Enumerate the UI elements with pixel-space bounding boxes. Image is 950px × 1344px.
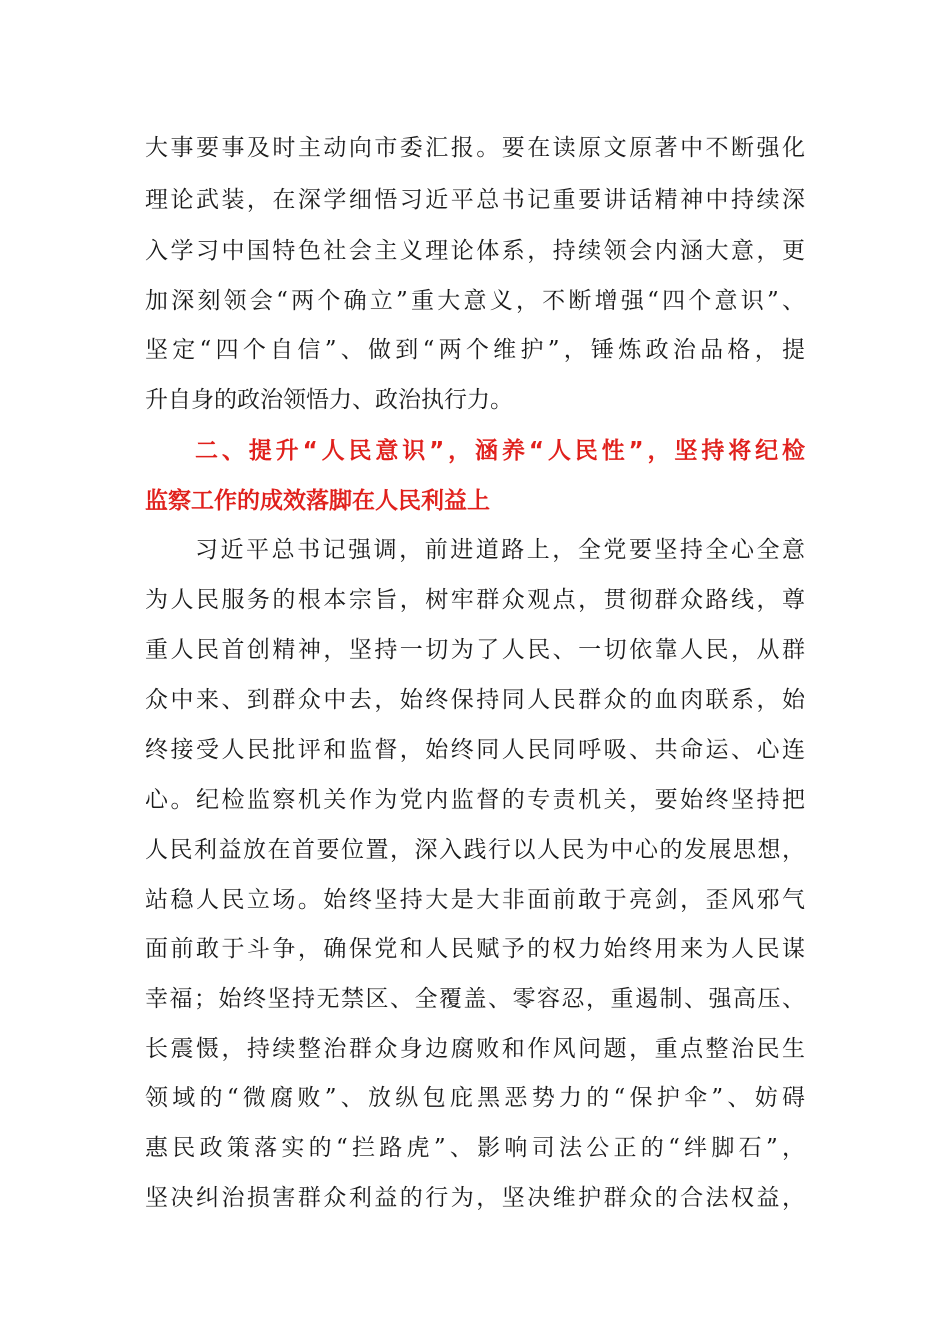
body-line: 坚决纠治损害群众利益的行为，坚决维护群众的合法权益， <box>145 1185 805 1211</box>
body-line: 重人民首创精神，坚持一切为了人民、一切依靠人民，从群 <box>145 637 805 663</box>
body-line: 众中来、到群众中去，始终保持同人民群众的血肉联系，始 <box>145 687 805 713</box>
body-line: 惠民政策落实的“拦路虎”、影响司法公正的“绊脚石”， <box>145 1135 805 1161</box>
body-line: 幸福；始终坚持无禁区、全覆盖、零容忍，重遏制、强高压、 <box>145 986 805 1012</box>
body-line: 升自身的政治领悟力、政治执行力。 <box>145 387 513 413</box>
body-line: 大事要事及时主动向市委汇报。要在读原文原著中不断强化 <box>145 135 805 161</box>
body-line: 坚定“四个自信”、做到“两个维护”，锤炼政治品格，提 <box>145 337 805 363</box>
section-heading: 二、提升“人民意识”，涵养“人民性”，坚持将纪检 <box>195 438 805 464</box>
body-line: 入学习中国特色社会主义理论体系，持续领会内涵大意，更 <box>145 238 805 264</box>
body-line: 面前敢于斗争，确保党和人民赋予的权力始终用来为人民谋 <box>145 936 805 962</box>
body-line: 终接受人民批评和监督，始终同人民同呼吸、共命运、心连 <box>145 737 805 763</box>
body-line: 理论武装，在深学细悟习近平总书记重要讲话精神中持续深 <box>145 187 805 213</box>
body-line: 习近平总书记强调，前进道路上，全党要坚持全心全意 <box>195 537 805 563</box>
body-line: 领域的“微腐败”、放纵包庇黑恶势力的“保护伞”、妨碍 <box>145 1085 805 1111</box>
section-heading: 监察工作的成效落脚在人民利益上 <box>145 488 490 514</box>
body-line: 为人民服务的根本宗旨，树牢群众观点，贯彻群众路线，尊 <box>145 587 805 613</box>
body-line: 心。纪检监察机关作为党内监督的专责机关，要始终坚持把 <box>145 787 805 813</box>
body-line: 长震慑，持续整治群众身边腐败和作风问题，重点整治民生 <box>145 1036 805 1062</box>
body-line: 加深刻领会“两个确立”重大意义，不断增强“四个意识”、 <box>145 288 805 314</box>
body-line: 人民利益放在首要位置，深入践行以人民为中心的发展思想， <box>145 837 805 863</box>
body-line: 站稳人民立场。始终坚持大是大非面前敢于亮剑，歪风邪气 <box>145 887 805 913</box>
